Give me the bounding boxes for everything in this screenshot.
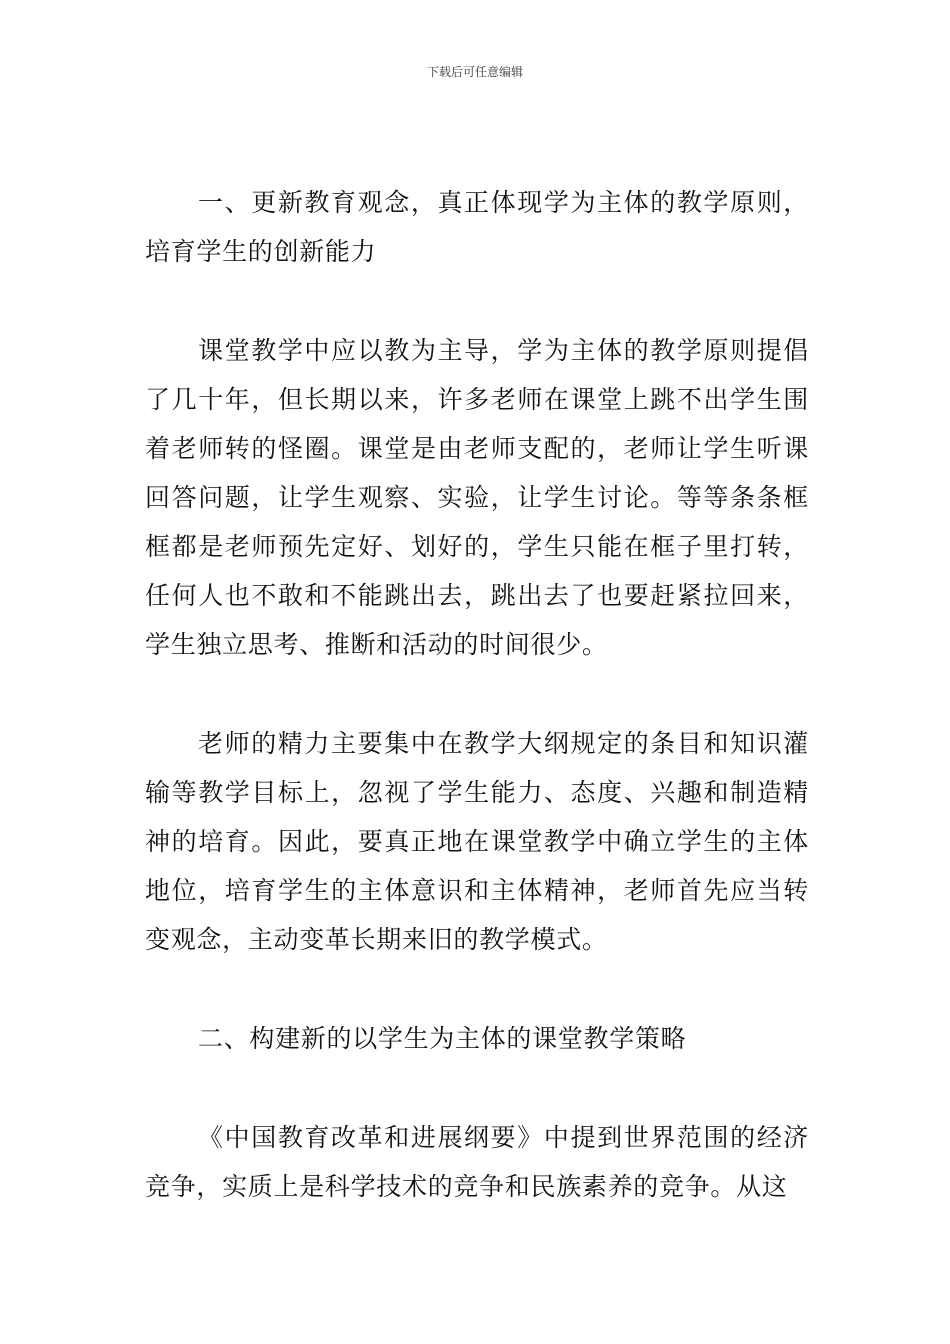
body-paragraph-1: 课堂教学中应以教为主导，学为主体的教学原则提倡了几十年，但长期以来，许多老师在课堂上跳不出学生围着老师转的怪圈。课堂是由老师支配的，老师让学生听课回答问题，让学生观察、实验，让学生讨论。等等条条框框都是老师预先定好、划好的，学生只能在框子里打转，任何人也不敢和不能跳出去，跳出去了也要赶紧拉回来，学生独立思考、推断和活动的时间很少。 <box>145 336 809 659</box>
section-heading-1: 一、更新教育观念，真正体现学为主体的教学原则，培育学生的创新能力 <box>145 188 809 266</box>
body-paragraph-3: 《中国教育改革和进展纲要》中提到世界范围的经济竞争，实质上是科学技术的竞争和民族素养的竞争。从这 <box>145 1123 809 1201</box>
section-heading-2: 二、构建新的以学生为主体的课堂教学策略 <box>198 1024 687 1053</box>
document-body <box>145 178 809 1211</box>
page-header-note: 下载后可任意编辑 <box>426 65 523 79</box>
body-paragraph-2: 老师的精力主要集中在教学大纲规定的条目和知识灌输等教学目标上，忽视了学生能力、态度、兴趣和制造精神的培育。因此，要真正地在课堂教学中确立学生的主体地位，培育学生的主体意识和主体精神，老师首先应当转变观念，主动变革长期来旧的教学模式。 <box>145 729 809 954</box>
